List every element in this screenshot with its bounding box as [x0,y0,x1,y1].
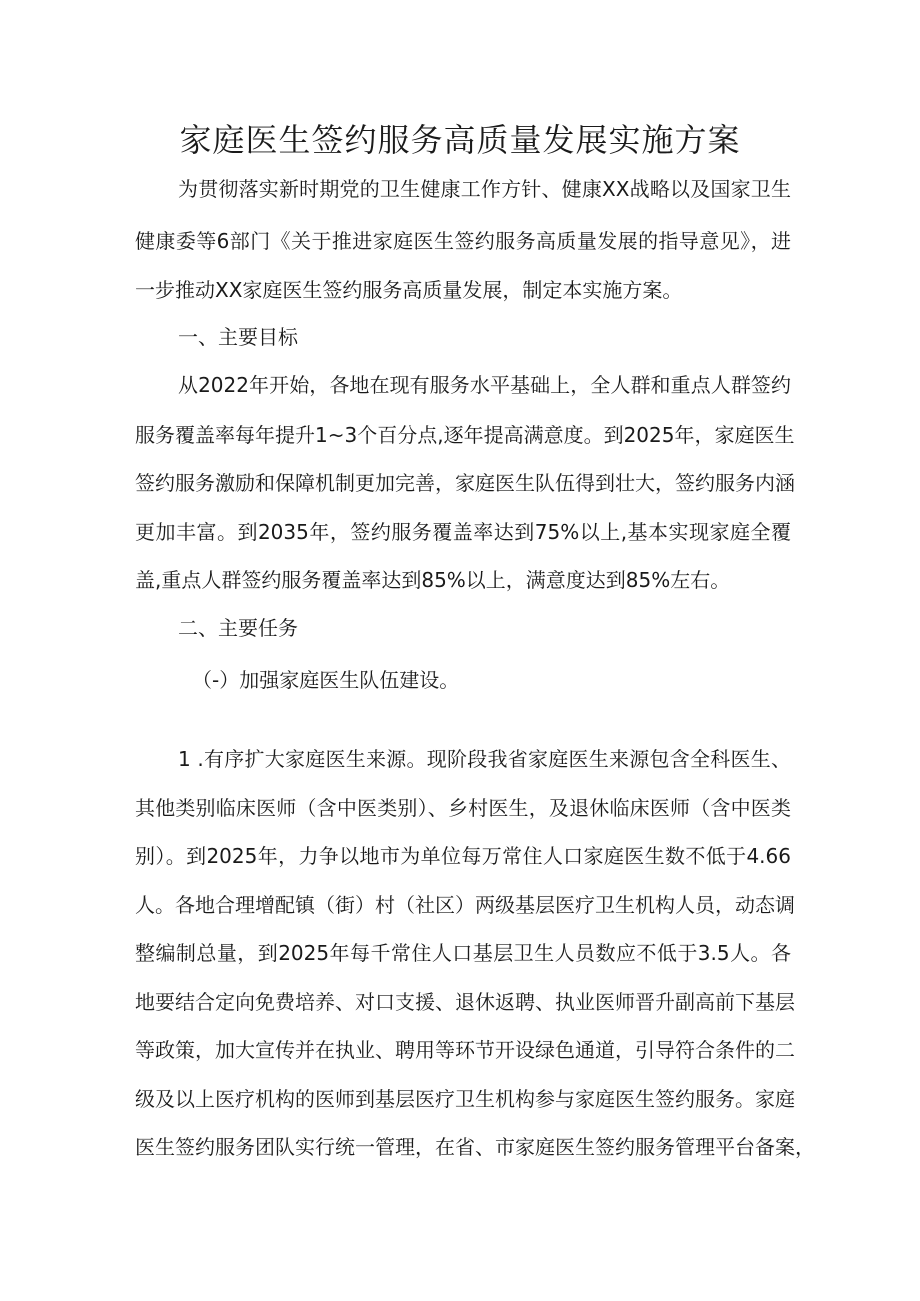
intro-line-2: 健康委等6部门《关于推进家庭医生签约服务高质量发展的指导意见》，进 [135,229,791,253]
item1-line-3: 别）。到2025年，力争以地市为单位每万常住人口家庭医生数不低于4.66 [135,844,791,868]
section1-heading: 一、主要目标 [178,325,298,349]
item1-line-6: 地要结合定向免费培养、对口支援、退休返聘、执业医师晋升副高前下基层 [135,990,795,1014]
item1-line-2: 其他类别临床医师（含中医类别）、乡村医生，及退休临床医师（含中医类 [135,796,791,820]
section1-line-1: 从2022年开始，各地在现有服务水平基础上，全人群和重点人群签约 [178,373,791,397]
item1-line-4: 人。各地合理增配镇（街）村（社区）两级基层医疗卫生机构人员，动态调 [135,893,795,917]
intro-line-1: 为贯彻落实新时期党的卫生健康工作方针、健康XX战略以及国家卫生 [178,177,791,201]
item1-line-5: 整编制总量，到2025年每千常住人口基层卫生人员数应不低于3.5人。各 [135,941,791,965]
section1-line-5: 盖,重点人群签约服务覆盖率达到85%以上，满意度达到85%左右。 [135,568,731,592]
section1-line-3: 签约服务激励和保障机制更加完善，家庭医生队伍得到壮大，签约服务内涵 [135,471,795,495]
item1-line-1: 1 .有序扩大家庭医生来源。现阶段我省家庭医生来源包含全科医生、 [178,747,791,771]
section2-subheading: （-）加强家庭医生队伍建设。 [192,668,460,692]
item1-line-8: 级及以上医疗机构的医师到基层医疗卫生机构参与家庭医生签约服务。家庭 [135,1087,795,1111]
section1-line-4: 更加丰富。到2035年，签约服务覆盖率达到75%以上,基本实现家庭全覆 [135,520,791,544]
section2-heading: 二、主要任务 [178,616,298,640]
item1-line-9: 医生签约服务团队实行统一管理，在省、市家庭医生签约服务管理平台备案， [135,1135,815,1159]
section1-line-2: 服务覆盖率每年提升1~3个百分点,逐年提高满意度。到2025年，家庭医生 [135,423,795,447]
item1-line-7: 等政策，加大宣传并在执业、聘用等环节开设绿色通道，引导符合条件的二 [135,1038,795,1062]
document-title: 家庭医生签约服务高质量发展实施方案 [179,121,741,159]
intro-line-3: 一步推动XX家庭医生签约服务高质量发展，制定本实施方案。 [135,278,683,302]
